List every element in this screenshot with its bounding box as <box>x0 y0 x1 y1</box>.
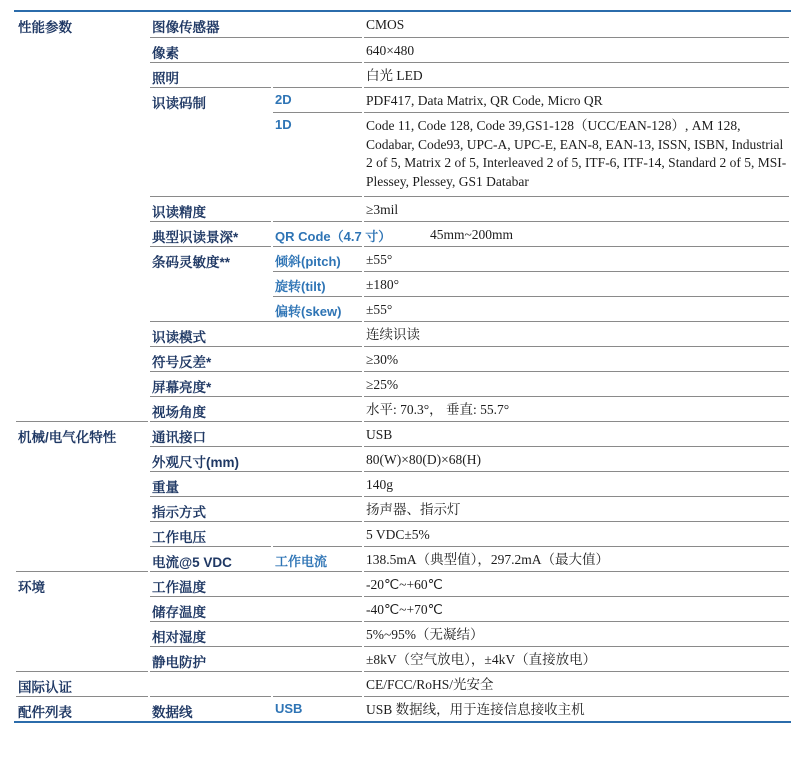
param-precision: 识读精度 <box>150 196 362 221</box>
subparam-skew: 偏转(skew) <box>273 296 362 321</box>
param-dimensions: 外观尺寸(mm) <box>150 446 362 471</box>
param-indication: 指示方式 <box>150 496 362 521</box>
value-illumination: 白光 LED <box>364 62 789 87</box>
subparam-1d: 1D <box>273 112 362 196</box>
row-data-cable <box>16 696 789 721</box>
row-image-sensor <box>16 12 789 37</box>
certification-empty-cell <box>150 671 362 696</box>
value-voltage: 5 VDC±5% <box>364 521 789 546</box>
param-weight: 重量 <box>150 471 362 496</box>
param-humidity: 相对湿度 <box>150 621 362 646</box>
subparam-working-current: 工作电流 <box>273 546 362 571</box>
value-dimensions: 80(W)×80(D)×68(H) <box>364 446 789 471</box>
param-depth-of-field: 典型识读景深* <box>150 221 271 246</box>
param-storage-temp: 储存温度 <box>150 596 362 621</box>
param-symbologies: 识读码制 <box>150 87 271 196</box>
value-humidity: 5%~95%（无凝结） <box>364 621 789 646</box>
value-operating-temp: -20℃~+60℃ <box>364 571 789 596</box>
param-data-cable: 数据线 <box>150 696 271 721</box>
spec-sheet <box>14 10 791 723</box>
subparam-usb: USB <box>273 696 362 721</box>
value-weight: 140g <box>364 471 789 496</box>
spec-table <box>14 12 791 721</box>
value-skew: ±55° <box>364 296 789 321</box>
value-current: 138.5mA（典型值），297.2mA（最大值） <box>364 546 789 571</box>
value-tilt: ±180° <box>364 271 789 296</box>
subparam-pitch: 倾斜(pitch) <box>273 246 362 271</box>
value-storage-temp: -40℃~+70℃ <box>364 596 789 621</box>
param-voltage: 工作电压 <box>150 521 362 546</box>
param-pixels: 像素 <box>150 37 362 62</box>
row-certification <box>16 671 789 696</box>
value-symbol-contrast: ≥30% <box>364 346 789 371</box>
param-current: 电流@5 VDC <box>150 546 271 571</box>
param-sensitivity: 条码灵敏度** <box>150 246 271 321</box>
value-precision: ≥3mil <box>364 196 789 221</box>
value-image-sensor: CMOS <box>366 17 405 32</box>
param-symbol-contrast: 符号反差* <box>150 346 362 371</box>
row-operating-temp <box>16 571 789 596</box>
bottom-rule <box>14 721 791 723</box>
value-data-cable: USB 数据线，用于连接信息接收主机 <box>364 696 789 721</box>
value-esd: ±8kV（空气放电），±4kV（直接放电） <box>364 646 789 671</box>
category-certification: 国际认证 <box>16 671 148 696</box>
value-interface: USB <box>364 421 789 446</box>
param-screen-brightness: 屏幕亮度* <box>150 371 362 396</box>
subparam-2d: 2D <box>273 87 362 112</box>
category-performance: 性能参数 <box>18 20 72 35</box>
subparam-tilt: 旋转(tilt) <box>273 271 362 296</box>
value-pitch: ±55° <box>364 246 789 271</box>
value-field-of-view: 水平: 70.3°， 垂直: 55.7° <box>364 396 789 421</box>
value-symbology-1d: Code 11, Code 128, Code 39,GS1-128（UCC/EAN-128）, AM 128, Codabar, Code93, UPC-A, UPC-E, EAN-8, EAN-13, ISSN, ISBN, Industrial 2 of 5, Matrix 2 of 5, Interleaved 2 of 5, ITF-6, ITF-14, Standard 2 of 5, MSI-Plessey, Plessey, GS1 Databar <box>364 112 789 196</box>
param-field-of-view: 视场角度 <box>150 396 362 421</box>
param-read-mode: 识读模式 <box>150 321 362 346</box>
param-esd: 静电防护 <box>150 646 362 671</box>
value-indication: 扬声器、指示灯 <box>364 496 789 521</box>
category-environment: 环境 <box>16 571 148 671</box>
value-pixels: 640×480 <box>364 37 789 62</box>
param-operating-temp: 工作温度 <box>150 571 362 596</box>
category-mechanical: 机械/电气化特性 <box>16 421 148 571</box>
value-read-mode: 连续识读 <box>364 321 789 346</box>
param-interface: 通讯接口 <box>150 421 362 446</box>
value-certification: CE/FCC/RoHS/光安全 <box>364 671 789 696</box>
value-screen-brightness: ≥25% <box>364 371 789 396</box>
param-image-sensor: 图像传感器 <box>152 20 220 35</box>
subparam-qr-code-depth: QR Code（4.7 寸） <box>273 221 362 246</box>
param-illumination: 照明 <box>150 62 362 87</box>
row-interface <box>16 421 789 446</box>
category-accessories: 配件列表 <box>16 696 148 721</box>
value-symbology-2d: PDF417, Data Matrix, QR Code, Micro QR <box>364 87 789 112</box>
value-depth-of-field: 45mm~200mm <box>364 221 789 246</box>
